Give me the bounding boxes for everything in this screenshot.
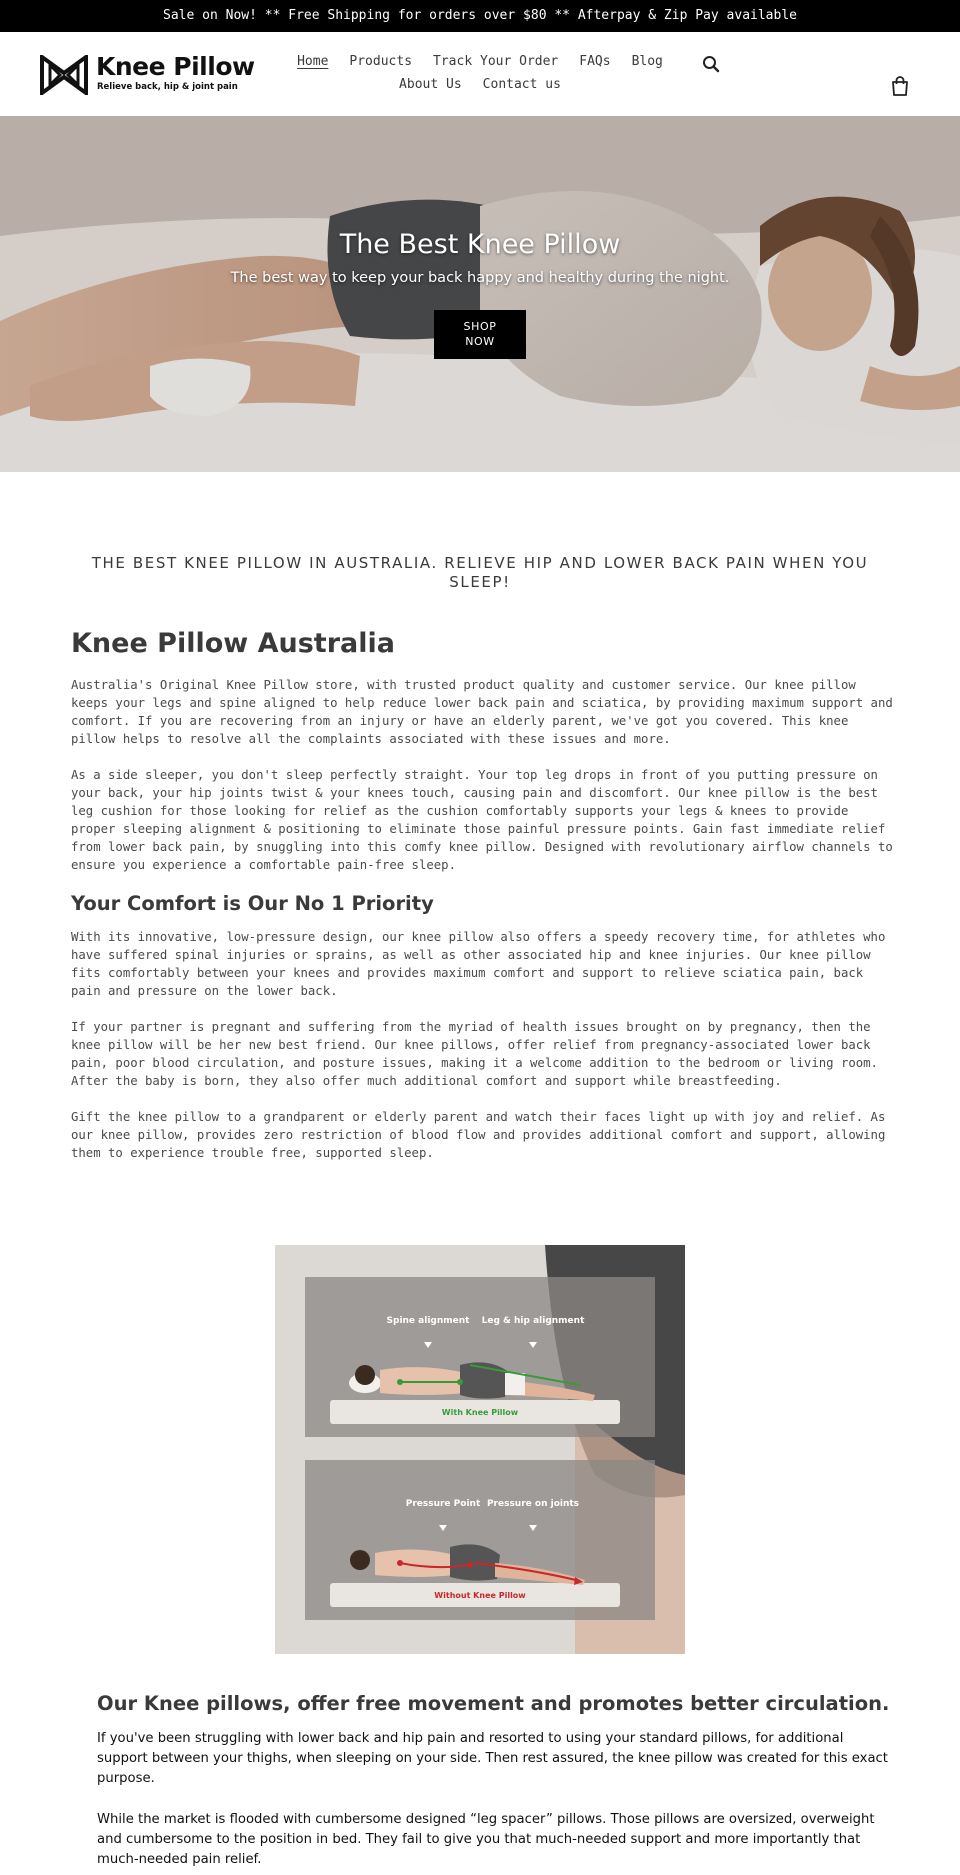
shop-now-label-line1: SHOP [463,320,497,333]
main-nav [280,52,680,98]
alignment-diagram [275,1245,685,1654]
nav-faqs[interactable]: FAQs [579,54,611,69]
nav-products[interactable]: Products [349,54,413,69]
spine-alignment-text: Spine alignment [386,1316,470,1326]
with-pillow-caption [442,1408,519,1417]
shop-now-label-line2: NOW [465,335,495,348]
announcement-bar [0,0,960,32]
circulation-paragraph-1: If you've been struggling with lower back and hip pain and resorted to using your standard pillows, for additional support between your thighs, when sleeping on your side. Then rest assured, the knee pillow was created for this exact purpose. [97,1731,888,1786]
search-button[interactable] [701,54,723,76]
announcement-text: Sale on Now! ** Free Shipping for orders over $80 ** Afterpay & Zip Pay available [163,8,797,23]
hero-overlay [0,116,960,472]
hero-title: The Best Knee Pillow [339,229,621,260]
nav-row-1 [280,52,680,75]
intro-paragraph-1: Australia's Original Knee Pillow store, with trusted product quality and customer service. Our knee pillow keeps your legs and spine aligned to help reduce lower back pain and sciatica, by providing maximum support and comfort. If you are recovering from an injury or have an elderly parent, we've got you covered. This knee pillow helps to resolve all the complaints associated with these issues and more. [71,678,893,746]
cart-icon [890,75,910,97]
site-header [0,32,960,116]
nav-contact-us[interactable]: Contact us [482,77,561,92]
circulation-paragraph-2: While the market is flooded with cumbersome designed “leg spacer” pillows. Those pillows are oversized, overweight and cumbersome to the position in bed. They fail to give you that much-needed support and more importantly that much-needed pain relief. [97,1812,875,1867]
nav-row-2 [280,75,680,98]
pressure-point-text: Pressure Point [405,1499,481,1509]
alignment-diagram-image [275,1245,685,1654]
comfort-paragraph-2: If your partner is pregnant and suffering from the myriad of health issues brought on by pregnancy, then the knee pillow will be her new best friend. Our knee pillows, offer relief from pregnancy-associated lower back pain, poor blood circulation, and posture issues, making it a welcome addition to the bedroom or living room. After the baby is born, they also offer much additional comfort and support while breastfeeding. [71,1020,878,1088]
hero-subtitle: The best way to keep your back happy and healthy during the night. [230,270,730,286]
nav-home[interactable]: Home [297,54,329,69]
shop-now-button[interactable] [434,310,526,359]
page-title: Knee Pillow Australia [71,628,395,659]
leg-hip-alignment-text: Leg & hip alignment [481,1316,585,1326]
with-pillow-text: With Knee Pillow [441,1408,519,1417]
logo-name: Knee Pillow [96,52,255,81]
pressure-joints-label [487,1499,579,1509]
without-pillow-text: Without Knee Pillow [434,1591,526,1600]
section-tagline: THE BEST KNEE PILLOW IN AUSTRALIA. RELIEVE HIP AND LOWER BACK PAIN WHEN YOU SLEEP! [91,554,869,591]
logo-bowtie-icon [40,55,88,95]
nav-track-order[interactable]: Track Your Order [433,54,559,69]
pressure-point-label [406,1499,481,1509]
without-pillow-caption [434,1591,526,1600]
cart-button[interactable] [890,75,910,97]
main-heading-wrap [71,628,891,672]
search-icon [701,54,723,76]
comfort-heading: Your Comfort is Our No 1 Priority [71,892,434,915]
nav-blog[interactable]: Blog [631,54,663,69]
pressure-joints-text: Pressure on joints [486,1499,580,1509]
nav-about-us[interactable]: About Us [399,77,462,92]
hero-banner [0,116,960,472]
circulation-heading: Our Knee pillows, offer free movement and promotes better circulation. [97,1692,890,1715]
logo[interactable] [40,52,255,96]
leg-hip-alignment-label [482,1316,585,1326]
comfort-paragraph-1: With its innovative, low-pressure design, our knee pillow also offers a speedy recovery time, for athletes who have suffered spinal injuries or sprains, as well as other associated hip and knee injuries. Our knee pillow fits comfortably between your knees and provides maximum comfort and support to relieve sciatica pain, back pain and pressure on the lower back. [71,930,886,998]
spine-alignment-label [387,1316,471,1326]
comfort-paragraph-3: Gift the knee pillow to a grandparent or elderly parent and watch their faces light up with joy and relief. As our knee pillow, provides zero restriction of blood flow and provides additional comfort and support, allowing them to experience trouble free, supported sleep. [71,1110,886,1160]
intro-paragraph-2: As a side sleeper, you don't sleep perfectly straight. Your top leg drops in front of you putting pressure on your back, your hip joints twist & your knees touch, causing pain and discomfort. Our knee pillow is the best leg cushion for those looking for relief as the cushion comfortably supports your legs & knees to provide proper sleeping alignment & positioning to eliminate those painful pressure points. Gain fast immediate relief from lower back pain, by snuggling into this comfy knee pillow. Designed with revolutionary airflow channels to ensure you experience a comfortable pain-free sleep. [71,768,893,872]
logo-tagline: Relieve back, hip & joint pain [97,82,238,92]
